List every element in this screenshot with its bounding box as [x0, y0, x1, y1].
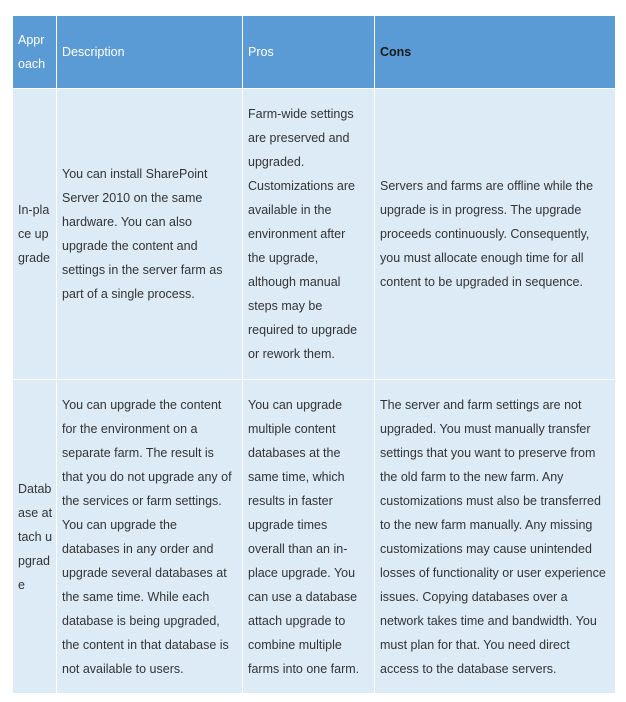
header-cons: Cons: [375, 16, 616, 89]
table-header-row: [13, 16, 616, 89]
pros-cell: Farm-wide settings are preserved and upgraded. Customizations are available in the environment after the upgrade, although manual steps may be required to upgrade or rework them.: [243, 89, 375, 380]
description-cell: You can upgrade the content for the environment on a separate farm. The result is that you do not upgrade any of the services or farm settings. You can upgrade the databases in any order and upgrade several databases at the same time. While each database is being upgraded, the content in that database is not available to users.: [57, 380, 243, 694]
table-row: [13, 89, 616, 380]
table-row: [13, 380, 616, 694]
header-approach: Approach: [13, 16, 57, 89]
cons-cell: The server and farm settings are not upgraded. You must manually transfer settings that you want to preserve from the old farm to the new farm. Any customizations must also be transferred to the new farm manually. Any missing customizations may cause unintended losses of functionality or user experience issues. Copying databases over a network takes time and bandwidth. You must plan for that. You need direct access to the database servers.: [375, 380, 616, 694]
description-cell: You can install SharePoint Server 2010 on the same hardware. You can also upgrade the content and settings in the server farm as part of a single process.: [57, 89, 243, 380]
approach-cell: Database attach upgrade: [13, 380, 57, 694]
pros-cell: You can upgrade multiple content databases at the same time, which results in faster upgrade times overall than an in-place upgrade. You can use a database attach upgrade to combine multiple farms into one farm.: [243, 380, 375, 694]
header-pros: Pros: [243, 16, 375, 89]
approach-cell: In-place upgrade: [13, 89, 57, 380]
header-description: Description: [57, 16, 243, 89]
cons-cell: Servers and farms are offline while the upgrade is in progress. The upgrade proceeds continuously. Consequently, you must allocate enough time for all content to be upgraded in sequence.: [375, 89, 616, 380]
upgrade-approaches-table: [12, 15, 616, 694]
